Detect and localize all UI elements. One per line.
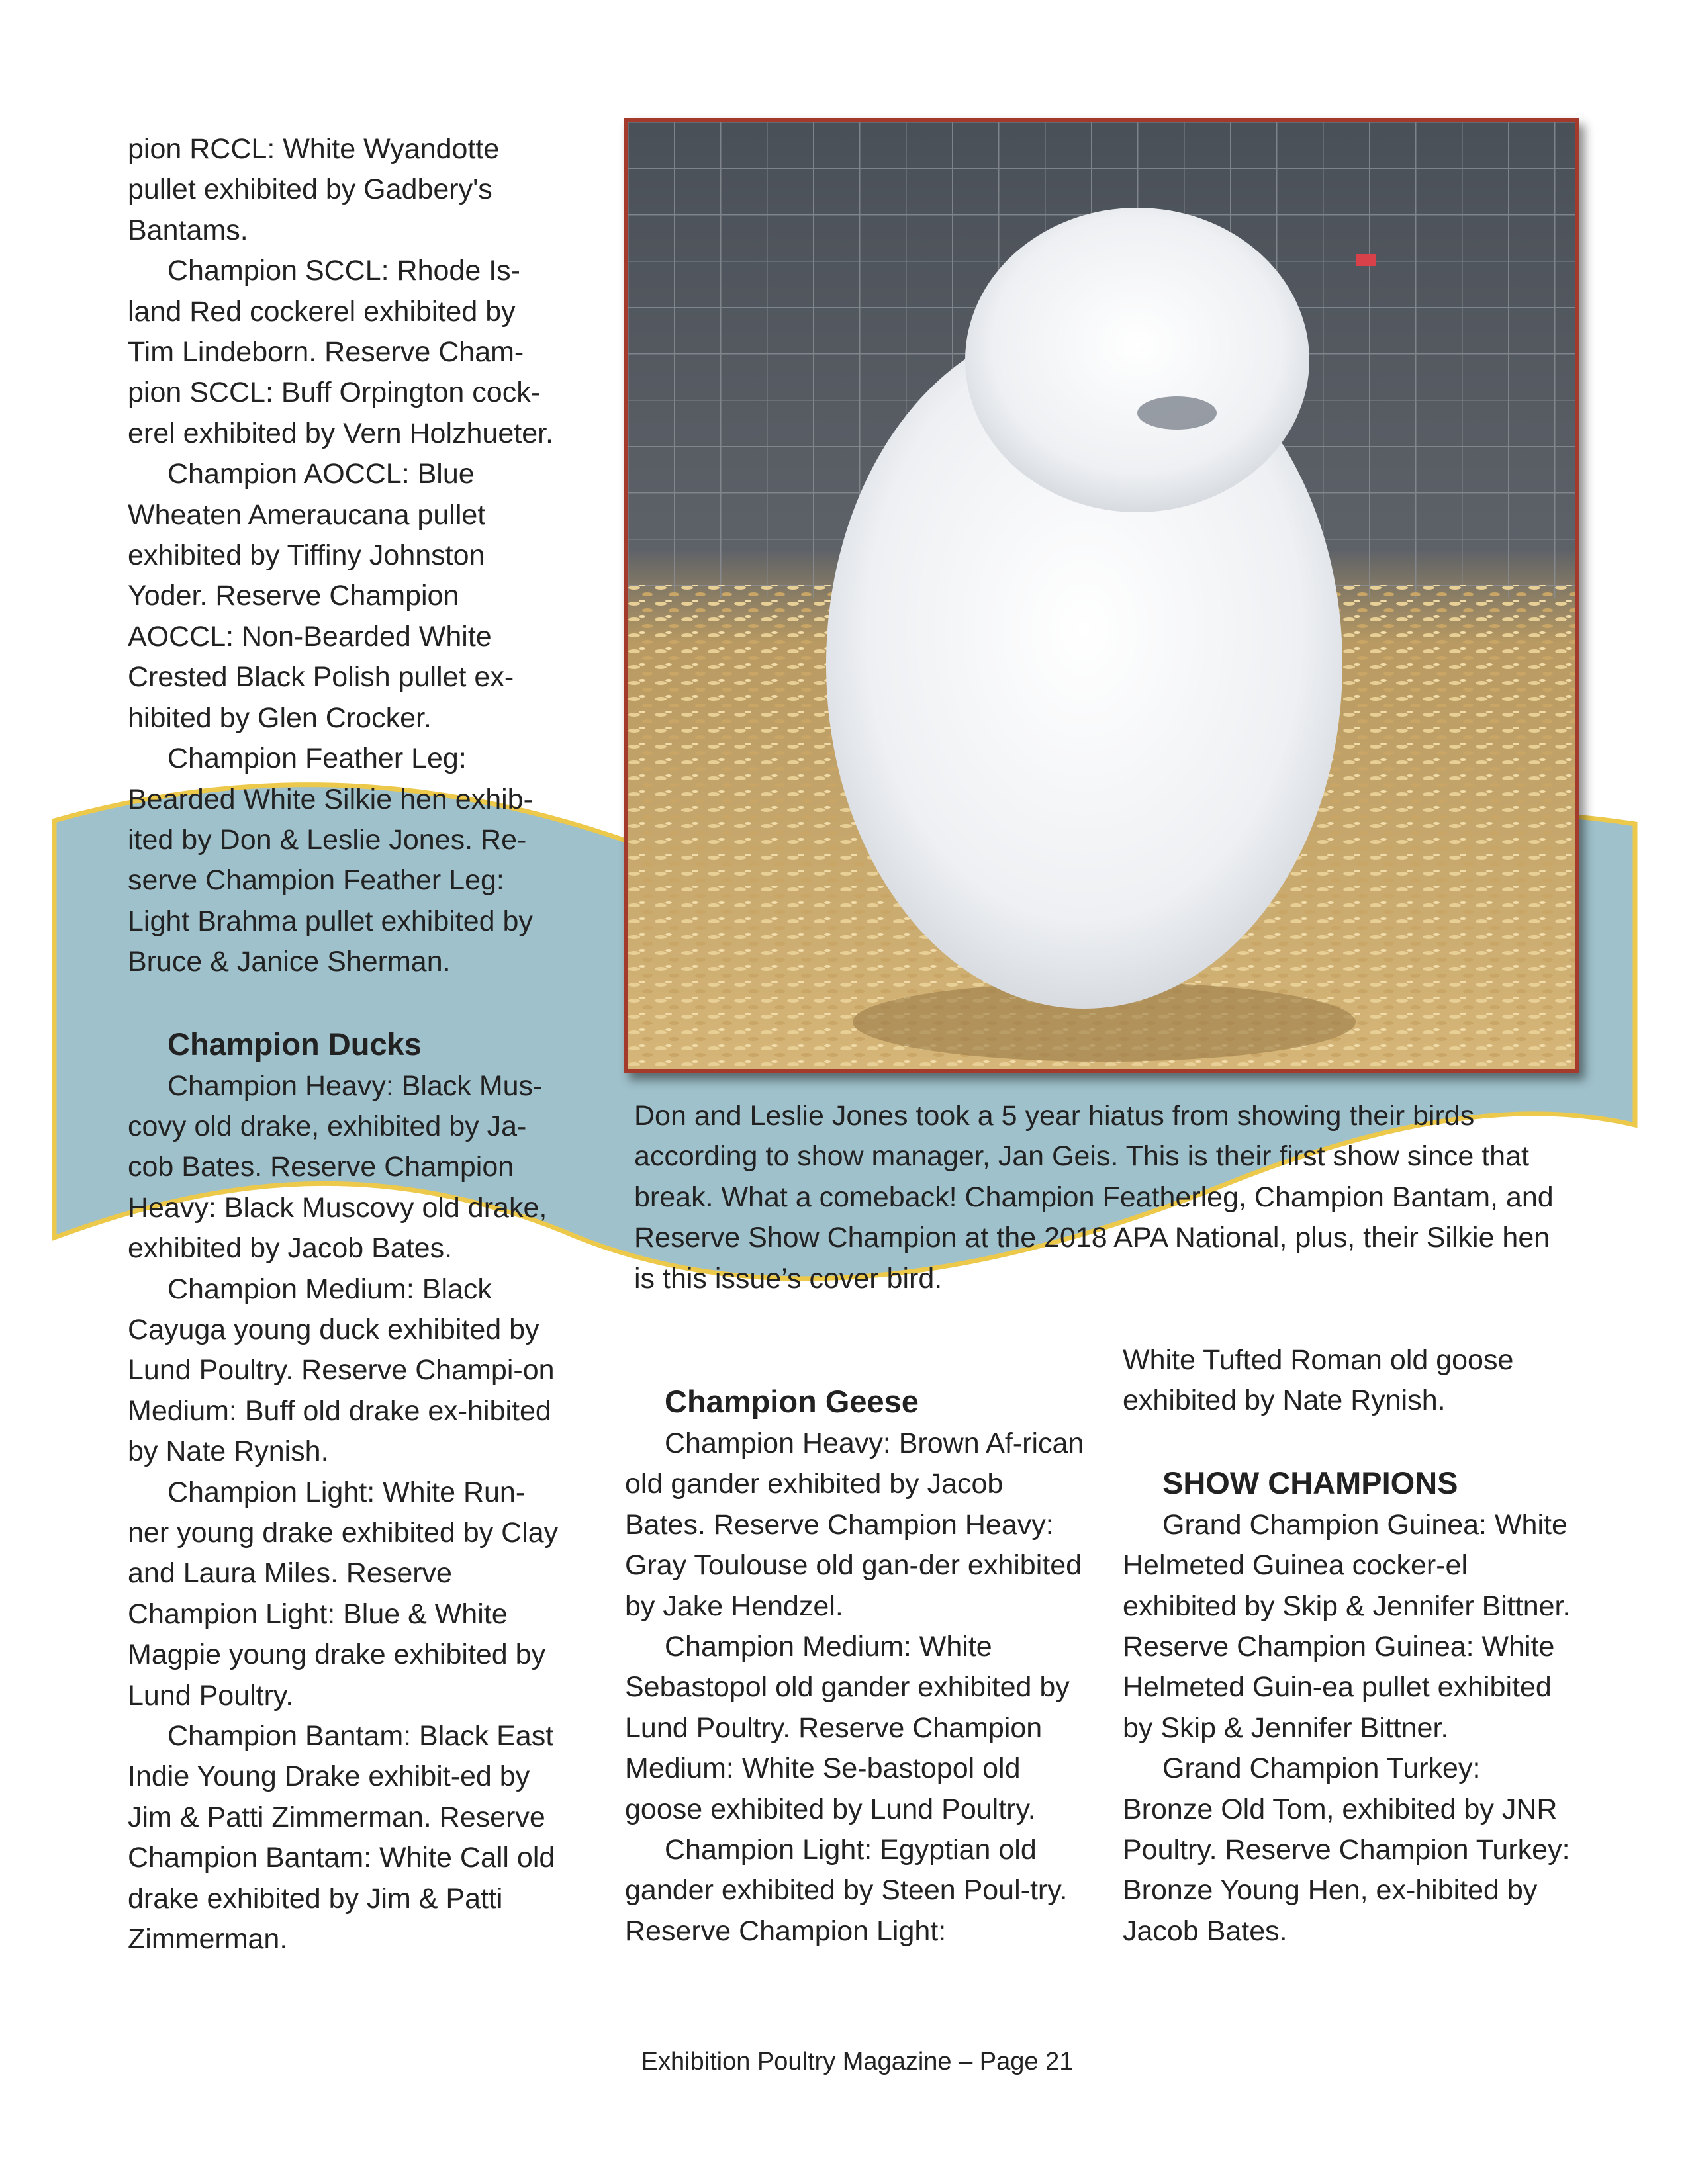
heading-champion-geese: Champion Geese [665, 1384, 919, 1419]
paragraph-ducks-bantam: Champion Bantam: Black East Indie Young Drake exhibit-ed by Jim & Patti Zimmerman. Reserve Champion Bantam: White Call old drake exhibited by Jim & Patti Zimmerman. [128, 1720, 555, 1956]
photo-caption: Don and Leslie Jones took a 5 year hiatus from showing their birds according to show manager, Jan Geis. This is their first show since that break. What a comeback! Champion Featherleg, Champion Bantam, and Reserve Show Champion at the 2018 APA National, plus, their Silkie hen is this issue’s cover bird. [634, 1100, 1554, 1295]
paragraph-ducks-heavy: Champion Heavy: Black Mus-covy old drake, exhibited by Ja-cob Bates. Reserve Champion Heavy: Black Muscovy old drake, exhibited by Jacob Bates. [128, 1069, 547, 1265]
column-right [1123, 1340, 1573, 1952]
page-footer: Exhibition Poultry Magazine – Page 21 [641, 2048, 1074, 2075]
heading-show-champions: SHOW CHAMPIONS [1162, 1465, 1458, 1500]
column-left [128, 129, 565, 1960]
heading-champion-ducks: Champion Ducks [167, 1026, 422, 1062]
silkie-hen-photo [624, 118, 1579, 1073]
paragraph-geese-heavy: Champion Heavy: Brown Af-rican old gander exhibited by Jacob Bates. Reserve Champion Heavy: Gray Toulouse old gan-der exhibited by Jake Hendzel. [625, 1428, 1084, 1622]
paragraph-sccl: Champion SCCL: Rhode Is-land Red cockerel exhibited by Tim Lindeborn. Reserve Cham-pion SCCL: Buff Orpington cock-erel exhibited by Vern Holzhueter. [128, 255, 554, 449]
paragraph-guinea: Grand Champion Guinea: White Helmeted Guinea cocker-el exhibited by Skip & Jennifer Bittner. Reserve Champion Guinea: White Helmeted Guin-ea pullet exhibited by Skip & Jennifer Bittner. [1123, 1508, 1571, 1744]
silkie-hen-photo-icon [628, 122, 1575, 1069]
paragraph-feather-leg: Champion Feather Leg: Bearded White Silkie hen exhib-ited by Don & Leslie Jones. Re-serve Champion Feather Leg: Light Brahma pullet exhibited by Bruce & Janice Sherman. [128, 743, 533, 978]
paragraph-ducks-medium: Champion Medium: Black Cayuga young duck exhibited by Lund Poultry. Reserve Champi-on Medium: Buff old drake ex-hibited by Nate Rynish. [128, 1273, 555, 1468]
column-middle [625, 1380, 1088, 1952]
paragraph-geese-light: Champion Light: Egyptian old gander exhibited by Steen Poul-try. Reserve Champion Light: [625, 1834, 1068, 1947]
spacer [128, 983, 565, 1023]
paragraph-turkey: Grand Champion Turkey: Bronze Old Tom, exhibited by JNR Poultry. Reserve Champion Turkey: Bronze Young Hen, ex-hibited by Jacob Bates. [1123, 1752, 1570, 1947]
paragraph-ducks-light: Champion Light: White Run-ner young drake exhibited by Clay and Laura Miles. Reserve Champion Light: Blue & White Magpie young drake exhibited by Lund Poultry. [128, 1476, 559, 1711]
paragraph-aoccl: Champion AOCCL: Blue Wheaten Ameraucana pullet exhibited by Tiffiny Johnston Yoder. Reserve Champion AOCCL: Non-Bearded White Crested Black Polish pullet ex-hibited by Glen Crocker. [128, 458, 514, 734]
spacer [1123, 1422, 1573, 1461]
paragraph-rccl: pion RCCL: White Wyandotte pullet exhibited by Gadbery's Bantams. [128, 133, 500, 246]
paragraph-geese-light-reserve: White Tufted Roman old goose exhibited by Nate Rynish. [1123, 1344, 1514, 1417]
paragraph-geese-medium: Champion Medium: White Sebastopol old gander exhibited by Lund Poultry. Reserve Champion Medium: White Se-bastopol old goose exhibited by Lund Poultry. [625, 1631, 1070, 1825]
